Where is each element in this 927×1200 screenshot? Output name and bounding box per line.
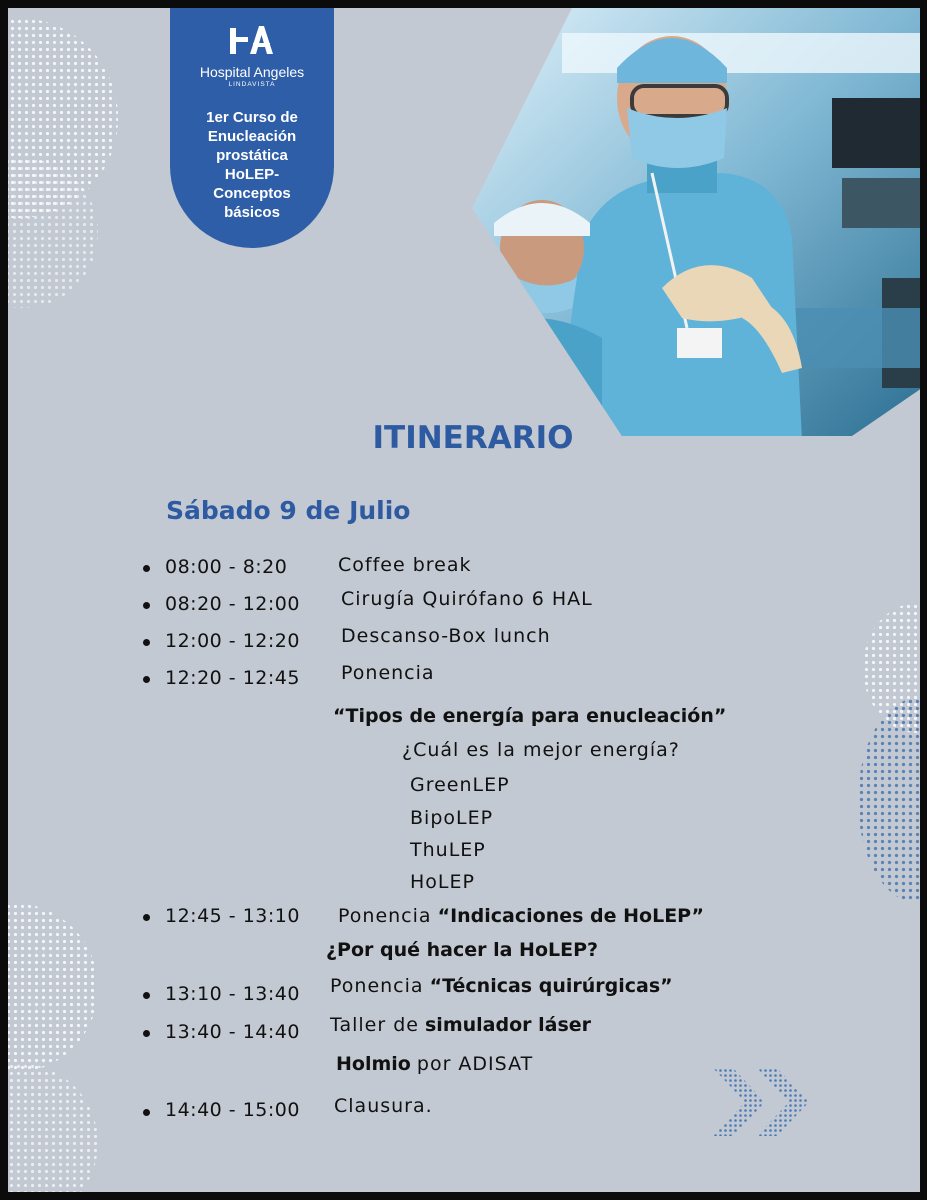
- energy-option: HoLEP: [410, 871, 475, 893]
- schedule-time: 13:40 - 14:40: [165, 1021, 300, 1043]
- dotted-sphere-right-blue: [858, 698, 920, 903]
- brand-location: LINDAVISTA: [228, 81, 276, 88]
- surgeons-photo: [472, 8, 920, 440]
- bullet: [143, 565, 150, 572]
- day-heading: Sábado 9 de Julio: [166, 496, 411, 525]
- schedule-time: 12:20 - 12:45: [165, 667, 300, 689]
- dotted-sphere-bottom-left-2: [8, 1063, 98, 1192]
- schedule-activity: Taller de simulador láser: [330, 1014, 592, 1036]
- bullet: [143, 992, 150, 999]
- talk-title: “Tipos de energía para enucleación”: [333, 705, 727, 727]
- schedule-time: 08:00 - 8:20: [165, 556, 288, 578]
- course-title: 1er Curso de Enucleación prostática HoLEP- Conceptos básicos: [206, 109, 298, 221]
- energy-option: GreenLEP: [410, 774, 510, 796]
- schedule-time: 14:40 - 15:00: [165, 1099, 300, 1121]
- schedule-time: 08:20 - 12:00: [165, 593, 300, 615]
- energy-option: BipoLEP: [410, 807, 494, 829]
- itinerary-title: ITINERARIO: [372, 420, 574, 456]
- brand-name: Hospital Angeles: [199, 64, 305, 80]
- chevrons-decoration: [713, 1068, 813, 1136]
- bullet: [143, 639, 150, 646]
- flyer-page: [8, 8, 920, 1192]
- workshop-title: simulador láser: [425, 1014, 592, 1036]
- schedule-activity: Clausura.: [334, 1095, 433, 1117]
- schedule-activity: Cirugía Quirófano 6 HAL: [341, 588, 593, 610]
- bullet: [143, 914, 150, 921]
- talk-subtitle: ¿Por qué hacer la HoLEP?: [326, 939, 599, 961]
- bullet: [143, 1109, 150, 1116]
- bullet: [143, 602, 150, 609]
- schedule-activity: Coffee break: [338, 554, 472, 576]
- hospital-badge: [170, 8, 334, 248]
- energy-option: ThuLEP: [410, 839, 486, 861]
- schedule-time: 13:10 - 13:40: [165, 983, 300, 1005]
- bullet: [143, 676, 150, 683]
- talk-title: “Indicaciones de HoLEP”: [437, 905, 704, 927]
- talk-title: “Técnicas quirúrgicas”: [429, 975, 673, 997]
- schedule-activity: Ponencia “Indicaciones de HoLEP”: [338, 905, 704, 927]
- dotted-sphere-bottom-left: [8, 903, 98, 1073]
- hospital-angeles-logo: [226, 24, 278, 56]
- schedule-activity: Descanso-Box lunch: [341, 625, 551, 647]
- schedule-time: 12:45 - 13:10: [165, 905, 300, 927]
- schedule-activity: Ponencia: [341, 662, 435, 684]
- talk-question: ¿Cuál es la mejor energía?: [402, 739, 680, 761]
- workshop-detail: Holmio por ADISAT: [336, 1053, 534, 1075]
- bullet: [143, 1030, 150, 1037]
- schedule-time: 12:00 - 12:20: [165, 630, 300, 652]
- schedule-activity: Ponencia “Técnicas quirúrgicas”: [330, 975, 673, 997]
